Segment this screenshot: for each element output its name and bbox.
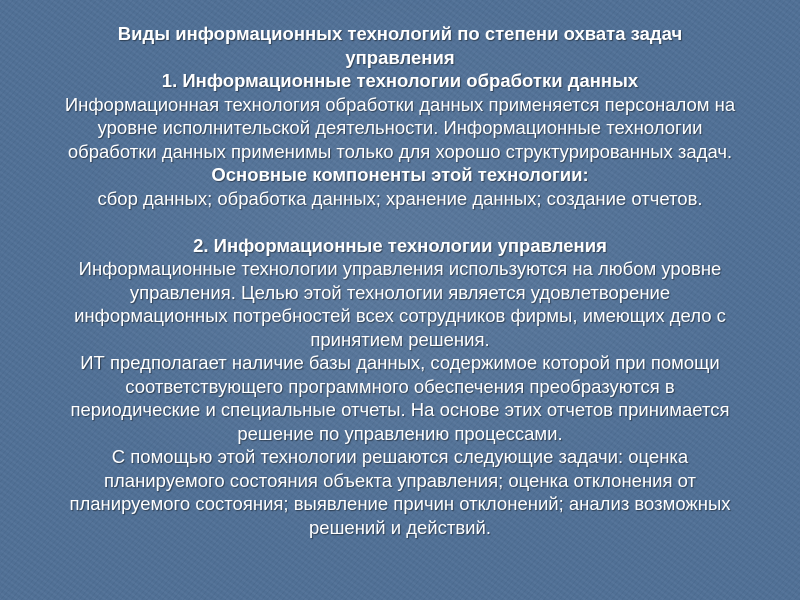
slide-title-line-1: Виды информационных технологий по степени охвата задач xyxy=(117,23,683,44)
section-2-text-line: решений и действий. xyxy=(309,516,491,538)
section-1-text-line: обработки данных применимы только для хорошо структурированных задач. xyxy=(67,140,733,162)
slide-content xyxy=(40,22,760,582)
section-2-text-line: Информационные технологии управления используются на любом уровне xyxy=(78,258,722,279)
section-1-heading: 1. Информационные технологии обработки данных xyxy=(161,70,639,91)
components-text: сбор данных; обработка данных; хранение данных; создание отчетов. xyxy=(97,187,703,209)
section-2-heading: 2. Информационные технологии управления xyxy=(193,234,607,256)
section-1-text-line: уровне исполнительской деятельности. Информационные технологии xyxy=(97,117,703,138)
section-2-text-line: периодические и специальные отчеты. На основе этих отчетов принимается xyxy=(70,399,730,420)
slide-title-line-2: управления xyxy=(345,46,455,68)
section-2-text-line: принятием решения. xyxy=(310,328,490,350)
section-2-text-line: соответствующего программного обеспечения преобразуются в xyxy=(125,375,675,397)
section-2-text-line: С помощью этой технологии решаются следующие задачи: оценка xyxy=(111,446,689,467)
components-heading: Основные компоненты этой технологии: xyxy=(211,164,589,185)
section-1-text-line: Информационная технология обработки данных применяется персоналом на xyxy=(64,93,736,115)
section-2-text-line: управления. Целью этой технологии является удовлетворение xyxy=(129,281,671,303)
section-2-text-line: информационных потребностей всех сотрудников фирмы, имеющих дело с xyxy=(74,305,726,326)
section-2-text-line: планируемого состояния объекта управления; оценка отклонения от xyxy=(103,469,697,491)
section-2-text-line: ИТ предполагает наличие базы данных, содержимое которой при помощи xyxy=(80,352,720,373)
section-divider xyxy=(40,210,760,234)
section-2-text-line: планируемого состояния; выявление причин отклонений; анализ возможных xyxy=(69,493,731,514)
section-2-text-line: решение по управлению процессами. xyxy=(237,422,563,444)
